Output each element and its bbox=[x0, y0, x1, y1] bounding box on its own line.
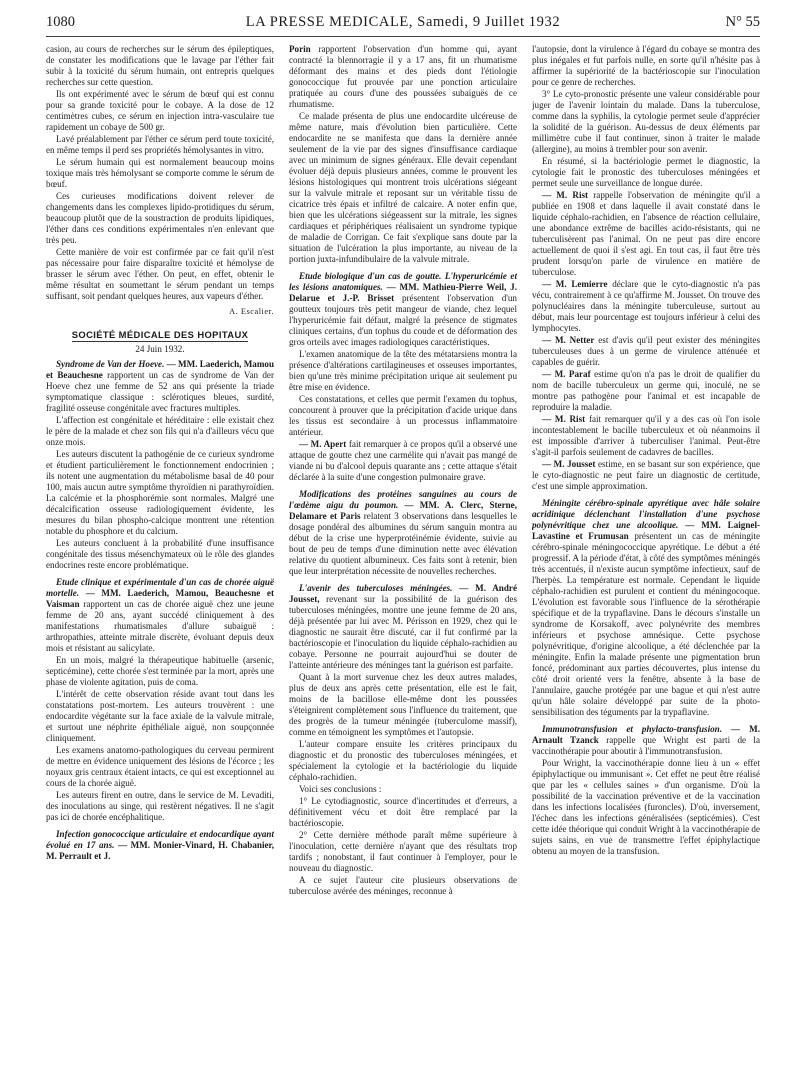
paragraph: Lavé préalablement par l'éther ce sérum perd toute toxicité, en même temps il perd ses propriétés hémolysantes in vitro. bbox=[46, 134, 274, 155]
paragraph: 2° Cette dernière méthode paraît même supérieure à l'inoculation, cette dernière n'ayant que des résultats trop tardifs ; nonobstant, il faut continuer à l'employer, pour le nouveau du diagnostic. bbox=[289, 830, 517, 873]
article-authors: — MM. Mathieu-Pierre Weil, J. Delarue et J.-P. Brisset bbox=[289, 282, 517, 303]
paragraph-text: est d'avis qu'il peut exister des méningites tuberculeuses dues à un germe de virulence atténuée et capables de guérir. bbox=[532, 335, 760, 367]
author-name: — M. Apert bbox=[299, 439, 347, 449]
author-name: — M. Rist bbox=[542, 190, 589, 200]
author-name: — M. Rist bbox=[542, 414, 586, 424]
article-authors: — MM. Monier-Vinard, H. Chabanier, M. Perrault et J. bbox=[46, 840, 274, 861]
session-date: 24 Juin 1932. bbox=[135, 344, 185, 354]
issue-number: N° 55 bbox=[725, 14, 760, 30]
paragraph: L'auteur compare ensuite les critères principaux du diagnostic et du pronostic des tuberculoses méningées, et spécialement la cytologie et la bactériologie du liquide céphalo-rachidien. bbox=[289, 739, 517, 782]
paragraph: Le sérum humain qui est normalement beaucoup moins toxique mais très hémolysant se comporte comme le sérum de bœuf. bbox=[46, 157, 274, 189]
paragraph bbox=[289, 439, 517, 483]
column-2 bbox=[289, 44, 517, 1074]
section-heading bbox=[46, 329, 274, 340]
paragraph: Les auteurs discutent la pathogénie de ce curieux syndrome et étudient particulièrement le fonctionnement endocrinien ; ils notent une augmentation du métabolisme basal de 40 pour 100, mais aucun autre symptôme thyroïdien ni parathyroïdien. La calcémie et la phosphorémie sont normales. Malgré une décalcification osseuse radiologiquement évidente, les mesures du bilan phospho-calcique montrent une rétention notable du phosphore et du calcium. bbox=[46, 449, 274, 536]
author-name: — M. Netter bbox=[542, 335, 595, 345]
article-text: rappelle que Wright est parti de la vaccinothérapie pour aboutir à l'immunotransfusion. bbox=[532, 735, 760, 756]
article-title: Modifications des protéines sanguines au cours de l'œdème aigu du poumon. bbox=[289, 489, 517, 510]
article-lead bbox=[46, 829, 274, 862]
column-3 bbox=[532, 44, 760, 1074]
paragraph bbox=[532, 335, 760, 368]
paragraph-text: estime qu'on n'a pas le droit de qualifier du nom de bacille tuberculeux un germe qui, inoculé, ne se montre pas pathogène pour l'animal et est incapable de reproduire la maladie. bbox=[532, 369, 760, 412]
author-name: — M. Jousset bbox=[542, 459, 596, 469]
paragraph-text: rapportent l'observation d'un homme qui, ayant contracté la blennorragie il y a 17 ans, fit un rhumatisme déformant des mains et des pieds dont l'étiologie gonococcique fut prouvée par une ponction articulaire pratiquée au cours d'une des poussées subaiguës de ce rhumatisme. bbox=[289, 44, 517, 109]
article-authors: — M. André Jousset, bbox=[289, 583, 517, 604]
paragraph: Les examens anatomo-pathologiques du cerveau permirent de mettre en évidence uniquement des lésions de l'écorce ; les noyaux gris centraux étaient intacts, ce qui est exceptionnel au cours de la chorée aiguë. bbox=[46, 745, 274, 788]
article-lead bbox=[289, 583, 517, 671]
paragraph-text: fait remarquer qu'il y a des cas où l'on isole incontestablement le bacille tuberculeux et où néanmoins il est impossible d'arriver à tuberculiser l'animal. Peut-être s'agit-il parfois seulement de cadavres de bacilles. bbox=[532, 414, 760, 457]
paragraph: En résumé, si la bactériologie permet le diagnostic, la cytologie fait le pronostic des tuberculoses méningées et permet seule une surveillance de longue durée. bbox=[532, 156, 760, 188]
paragraph bbox=[532, 369, 760, 413]
author-name: Porin bbox=[289, 44, 311, 54]
article-lead bbox=[289, 271, 517, 348]
paragraph: l'autopsie, dont la virulence à l'égard du cobaye se montra des plus inégales et fut parfois nulle, en sorte qu'il n'hésite pas à affirmer la supériorité de la bactérioscopie sur l'inoculation pour ce genre de recherches. bbox=[532, 44, 760, 87]
paragraph bbox=[532, 279, 760, 334]
paragraph bbox=[532, 459, 760, 492]
paragraph: Voici ses conclusions : bbox=[299, 784, 382, 794]
article-title: Etude clinique et expérimentale d'un cas de chorée aiguë mortelle. bbox=[46, 577, 274, 598]
article-lead bbox=[46, 577, 274, 654]
article-authors: — M. Arnault Tzanck bbox=[532, 724, 760, 745]
article-title: Syndrome de Van der Hoeve. bbox=[56, 359, 165, 369]
article-text: présentent l'observation d'un goutteux toujours très petit mangeur de viande, chez lequel l'hyperuricémie fait défaut, malgré la présence de stigmates cliniques certains, d'un tophus du coude et de déformation des gros orteils avec images radiologiques caractéristiques. bbox=[289, 293, 517, 347]
section-heading-text: SOCIÉTÉ MÉDICALE DES HOPITAUX bbox=[71, 329, 249, 340]
article-authors: — MM. Laederich, Mamou, Beauchesne et Vaisman bbox=[46, 588, 274, 609]
paragraph: Les auteurs concluent à la probabilité d'une insuffisance congénitale des tissus mésenchymateux où le rôle des glandes endocrines reste encore problématique. bbox=[46, 538, 274, 570]
paragraph: Ces constatations, et celles que permit l'examen du tophus, concourent à prouver que la précipitation d'acide urique dans les tissus est secondaire à un processus inflammatoire antérieur. bbox=[289, 394, 517, 437]
column-1 bbox=[46, 44, 274, 1074]
article-title: L'avenir des tuberculoses méningées. bbox=[299, 583, 453, 593]
paragraph: En un mois, malgré la thérapeutique habituelle (arsenic, septicémine), cette chorée s'est terminée par la mort, après une phase de violente agitation, puis de coma. bbox=[46, 655, 274, 687]
article-lead bbox=[46, 359, 274, 414]
paragraph: Ce malade présenta de plus une endocardite ulcéreuse de même nature, mais d'évolution bien particulière. Cette endocardite ne se manifesta que dans la dernière année seulement de la vie par des signes d'insuffisance cardiaque avec un minimum de signes généraux. Elle devait cependant évoluer déjà depuis plusieurs années, comme le prouvent les lésions histologiques qui montrent trois ulcérations siégeant sur la valvule mitrale et reposant sur un véritable tissu de cicatrice très épais et infiltré de calcaire. A noter enfin que, bien que les ulcérations siégeassent sur la mitrale, les signes cardiaques et périphériques réalisaient un syndrome typique de maladie de Corrigan. Ce fait s'explique sans doute par la situation de l'ulcération la plus importante, au niveau de la portion juxta-infundibulaire de la valvule mitrale. bbox=[289, 111, 517, 264]
paragraph-text: déclare que le cyto-diagnostic n'a pas vécu, contrairement à ce qu'affirme M. Jousset. On trouve des polynucléaires dans la méningite tuberculeuse, surtout au début, mais leur pourcentage est toujours inférieur à celui des lymphocytes. bbox=[532, 279, 760, 333]
paragraph: 1° Le cytodiagnostic, source d'incertitudes et d'erreurs, a définitivement vécu et doit être remplacé par la bactérioscopie. bbox=[289, 796, 517, 828]
article-text: rapportent un cas de chorée aiguë chez une jeune femme de 20 ans, ayant succédé cliniquement à des manifestations rhumatismales d'allure subaiguë : arthropathies, atteinte mitrale discrète, évoluant depuis deux mois et résistant au salicylate. bbox=[46, 599, 274, 653]
paragraph: Pour Wright, la vaccinothérapie donne lieu à un « effet épiphylactique ou immunisant ». Cet effet ne peut être réalisé que par les « cellules saines » d'un organisme. D'où la possibilité de la vaccination préventive et de la vaccination dans les infections localisées (furoncles). D'où, inversement, l'échec dans les infections généralisées (septicémies). C'est cette idée théorique qui conduit Wright à la vaccinothérapie de sujets sains, en vue de transmettre l'effet épiphylactique obtenu au moyen de la transfusion. bbox=[532, 758, 760, 856]
paragraph: casion, au cours de recherches sur le sérum des épileptiques, de constater les modifications que le lavage par l'éther fait subir à la toxicité du sérum humain, ont entrepris quelques recherches sur cette question. bbox=[46, 44, 274, 87]
paragraph bbox=[532, 414, 760, 458]
article-lead bbox=[532, 724, 760, 757]
paragraph: Ils ont expérimenté avec le sérum de bœuf qui est connu pour sa grande toxicité pour le cobaye. A la dose de 12 centimètres cubes, ce sérum en injection intra-vasculaire tue rapidement un cobaye de 500 gr. bbox=[46, 89, 274, 132]
paragraph: 3° Le cyto-pronostic présente une valeur considérable pour juger de l'avenir lointain du malade. Dans la tuberculose, comme dans la syphilis, la cytologie permet seule d'apprécier la solidité de la guérison. Au-dessus de deux éléments par millimètre cube il faut continuer, sinon à traiter le malade (allergine), au moins à trembler pour son avenir. bbox=[532, 89, 760, 154]
paragraph: Ces curieuses modifications doivent relever de changements dans les complexes lipido-protidiques du sérum, beaucoup plutôt que de la soustraction de produits lipidiques, l'éther dans ces conditions expérimentales n'en enlevant que très peu. bbox=[46, 191, 274, 245]
article-lead bbox=[532, 498, 760, 718]
article-text: relatent 3 observations dans lesquelles le dosage pondéral des albumines du sérum sanguin montra au début de la crise une hyperprotéinémie évidente, suivie au bout de peu de temps d'une diminution nette avec élévation relative du quotient albumineux. Ces faits sont à retenir, bien que leur interprétation nécessite de nouvelles recherches. bbox=[289, 511, 517, 576]
paragraph: Les auteurs firent en outre, dans le service de M. Levaditi, des inoculations au singe, qui restèrent négatives. Il ne s'agit pas ici de chorée encéphalitique. bbox=[46, 790, 274, 822]
signature: A. Escalier. bbox=[229, 307, 274, 316]
paragraph: Quant à la mort survenue chez les deux autres malades, plus de deux ans après cette présentation, elle est le fait, moins de la bacillose elle-même dont les poussées s'éteignirent complètement sous l'influence du traitement, que des progrès de la tumeur méningée (tuberculome massif), comme en témoignent les symptômes et l'autopsie. bbox=[289, 672, 517, 737]
article-authors: — MM. A. Clerc, Sterne, Delamare et Paris bbox=[289, 500, 517, 521]
article-authors: — MM. Laignel-Lavastine et Frumusan bbox=[532, 520, 760, 541]
paragraph: L'examen anatomique de la tête des métatarsiens montra la présence d'altérations cartilagineuses et osseuses importantes, bien qu'une très minime précipitation urique ait seulement pu être mise en évidence. bbox=[289, 349, 517, 392]
paragraph bbox=[532, 190, 760, 278]
paragraph: L'affection est congénitale et héréditaire : elle existait chez le père de la malade et chez son fils qui n'a d'ailleurs vécu que onze mois. bbox=[46, 415, 274, 447]
article-title: Immunotransfusion et phylacto-transfusion. bbox=[542, 724, 722, 734]
paragraph: Cette manière de voir est confirmée par ce fait qu'il n'est pas nécessaire pour faire disparaître toxicité et hémolyse de brasser le sérum avec l'éther. On peut, en effet, obtenir le même résultat en soumettant le sérum pendant un temps suffisant, soit pendant quelques heures, aux vapeurs d'éther. bbox=[46, 247, 274, 301]
article-title: Etude biologique d'un cas de goutte. L'hyperuricémie et les lésions anatomiques. bbox=[289, 271, 517, 292]
article-title: Méningite cérébro-spinale apyrétique avec hâle solaire acridinique déclenchant l'installation d'une psychose polynévritique chez une alcoolique. bbox=[532, 498, 760, 530]
author-name: — M. Lemierre bbox=[542, 279, 608, 289]
article-title: Infection gonococcique articulaire et endocardique ayant évolué en 17 ans. bbox=[46, 829, 274, 850]
paragraph bbox=[289, 44, 517, 110]
paragraph: L'intérêt de cette observation réside avant tout dans les constatations post-mortem. Les auteurs trouvèrent : une endocardite végétante sur la face axiale de la valvule mitrale, et surtout une néphrite épithéliale aiguë, non soupçonnée cliniquement. bbox=[46, 689, 274, 743]
paragraph-text: rappelle l'observation de méningite qu'il a publiée en 1908 et dans laquelle il avait constaté dans le liquide céphalo-rachidien, en l'absence de réaction cellulaire, une abondance extrême de bacilles acido-résistants, qui ne tuberculisèrent pas l'animal. On ne peut pas dire encore actuellement de quoi il s'est agi. En tout cas, il faut être très prudent lorsqu'on parle de virulence en matière de tuberculose. bbox=[532, 190, 760, 277]
article-text: rapportent un cas de syndrome de Van der Hoeve chez une femme de 52 ans qui présente la triade symptomatique classique : sclérotiques bleues, surdité, fragilité osseuse congénitale avec fractures multiples. bbox=[46, 370, 274, 413]
article-text: présentent un cas de méningite cérébro-spinale méningococcique apyrétique. Le début a été progressif. A la période d'état, à côté des symptômes méningés très accentués, il n'existe aucun symptôme infectieux, sauf de l'herpès. La température est normale. Cependant le liquide céphalo-rachidien est purulent et contient du méningocoque. L'évolution est favorable sous l'influence de la sérothérapie spécifique et de la trypaflavine. Dans le décours s'installe un syndrome de Korsakoff, avec polynévrite des membres inférieurs et psychose amnésique. Cette psychose polynévritique, d'origine alcoolique, a été déclenchée par la méningite. Enfin la malade présente une pigmentation brun foncé, prédominant aux parties découvertes, plus intense du côté droit orienté vers la fenêtre, absente à la base de l'annulaire, gauche protégée par une bague et qui n'est autre qu'un hâle solaire développé par suite de la photo-sensibilisation des téguments par la trypaflavine. bbox=[532, 531, 760, 717]
paragraph: A ce sujet l'auteur cite plusieurs observations de tuberculose avérée des méninges, reconnue à bbox=[289, 875, 517, 896]
masthead: LA PRESSE MEDICALE, Samedi, 9 Juillet 1932 bbox=[245, 14, 561, 30]
article-lead bbox=[289, 489, 517, 577]
header-rule bbox=[46, 36, 760, 37]
paragraph-text: fait remarquer à ce propos qu'il a observé une attaque de goutte chez une carmélite qui n'avait pas mangé de viande ni bu d'alcool depuis quarante ans ; cette attaque s'était déclarée à la suite d'une congestion pulmonaire grave. bbox=[289, 439, 517, 482]
author-name: — M. Paraf bbox=[542, 369, 591, 379]
page-header bbox=[46, 14, 760, 36]
article-authors: — MM. Laederich, Mamou et Beauchesne bbox=[46, 359, 274, 380]
article-text: revenant sur la possibilité de la guérison des tuberculoses méningées, montre une jeune femme de 20 ans, déjà présentée par lui avec M. Périsson en 1929, chez qui le diagnostic ne saurait être discuté, car il fut confirmé par la bactérioscopie et l'inoculation du liquide céphalo-rachidien au cobaye. Personne ne pourrait aujourd'hui se douter de l'atteinte antérieure des méninges tant la guérison est parfaite. bbox=[289, 594, 517, 670]
paragraph-text: estime, en se basant sur son expérience, que le cyto-diagnostic ne peut faire un diagnostic de certitude, c'est une simple approximation. bbox=[532, 459, 760, 491]
page-number: 1080 bbox=[46, 14, 75, 30]
